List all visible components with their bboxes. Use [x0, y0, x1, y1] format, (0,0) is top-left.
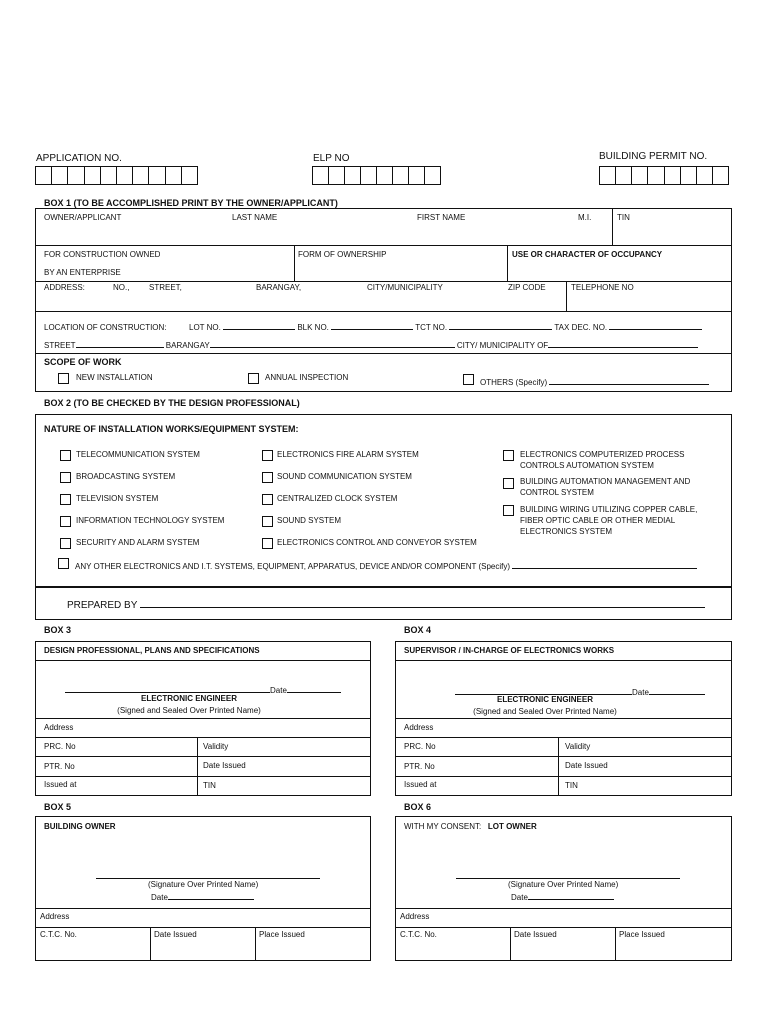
box5-label: BOX 5 — [44, 802, 72, 812]
telecommunication-label: TELECOMMUNICATION SYSTEM — [76, 450, 200, 459]
box5-date: Date — [151, 890, 254, 902]
control-conveyor-label: ELECTRONICS CONTROL AND CONVEYOR SYSTEM — [277, 538, 477, 547]
centralized-clock-label: CENTRALIZED CLOCK SYSTEM — [277, 494, 398, 503]
broadcasting-label: BROADCASTING SYSTEM — [76, 472, 176, 481]
box6-signature: (Signature Over Printed Name) — [508, 880, 619, 889]
box1-title: BOX 1 (TO BE ACCOMPLISHED PRINT BY THE OWNER/APPLICANT) — [44, 198, 338, 208]
elp-no-label: ELP NO — [313, 153, 350, 164]
annual-inspection-label: ANNUAL INSPECTION — [265, 373, 349, 382]
owner-applicant-label: OWNER/APPLICANT — [44, 213, 122, 222]
box3-tin: TIN — [203, 781, 216, 790]
scope-of-work-label: SCOPE OF WORK — [44, 357, 122, 367]
box4-validity: Validity — [565, 742, 591, 751]
use-or-character-label: USE OR CHARACTER OF OCCUPANCY — [512, 250, 663, 259]
box4-signed: (Signed and Sealed Over Printed Name) — [473, 707, 617, 716]
elp-no-field[interactable] — [312, 166, 441, 185]
box5-signature: (Signature Over Printed Name) — [148, 880, 259, 889]
sound-communication-checkbox[interactable] — [262, 472, 273, 483]
box3-address: Address — [44, 723, 74, 732]
fire-alarm-label: ELECTRONICS FIRE ALARM SYSTEM — [277, 450, 419, 459]
box4-title: SUPERVISOR / IN-CHARGE OF ELECTRONICS WORKS — [404, 646, 615, 655]
location-row: LOCATION OF CONSTRUCTION: LOT NO. BLK NO. TCT NO. TAX DEC. NO. — [44, 320, 702, 332]
first-name-label: FIRST NAME — [417, 213, 466, 222]
broadcasting-checkbox[interactable] — [60, 472, 71, 483]
building-wiring-checkbox[interactable] — [503, 505, 514, 516]
box5-place-issued: Place Issued — [259, 930, 305, 939]
box4-issued-at: Issued at — [404, 780, 437, 789]
application-no-field[interactable] — [35, 166, 198, 185]
box5-address: Address — [40, 912, 70, 921]
box3-issued-at: Issued at — [44, 780, 77, 789]
application-no-label: APPLICATION NO. — [36, 153, 122, 164]
computerized-process-checkbox[interactable] — [503, 450, 514, 461]
box4-tin: TIN — [565, 781, 578, 790]
box5-title: BUILDING OWNER — [44, 822, 116, 831]
by-an-enterprise-label: BY AN ENTERPRISE — [44, 268, 121, 277]
box3-validity: Validity — [203, 742, 229, 751]
computerized-process-label: ELECTRONICS COMPUTERIZED PROCESS CONTROLS AUTOMATION SYSTEM — [520, 450, 685, 470]
street-label: STREET, — [149, 283, 182, 292]
box4-engineer: ELECTRONIC ENGINEER — [496, 695, 593, 704]
tin-label: TIN — [617, 213, 630, 222]
security-alarm-label: SECURITY AND ALARM SYSTEM — [76, 538, 200, 547]
box3-signature-line: Date — [65, 683, 341, 695]
box1 — [35, 208, 732, 392]
box4-prc: PRC. No — [404, 742, 436, 751]
telecommunication-checkbox[interactable] — [60, 450, 71, 461]
fire-alarm-checkbox[interactable] — [262, 450, 273, 461]
information-technology-checkbox[interactable] — [60, 516, 71, 527]
others-checkbox[interactable] — [463, 374, 474, 385]
box4-ptr: PTR. No — [404, 762, 435, 771]
box3-signed: (Signed and Sealed Over Printed Name) — [117, 706, 261, 715]
street-row: STREET BARANGAY CITY/ MUNICIPALITY OF — [44, 338, 698, 350]
box3-ptr: PTR. No — [44, 762, 75, 771]
television-checkbox[interactable] — [60, 494, 71, 505]
box6-title-row: WITH MY CONSENT: LOT OWNER — [404, 822, 537, 831]
building-wiring-label: BUILDING WIRING UTILIZING COPPER CABLE, FIBER OPTIC CABLE OR OTHER MEDIAL ELECTRONICS SYSTEM — [520, 505, 698, 536]
box3-date-issued: Date Issued — [203, 761, 246, 770]
building-automation-label: BUILDING AUTOMATION MANAGEMENT AND CONTROL SYSTEM — [520, 477, 691, 497]
box6-date: Date — [511, 890, 614, 902]
no-label: NO., — [113, 283, 130, 292]
box4-signature-line: Date — [455, 685, 705, 697]
information-technology-label: INFORMATION TECHNOLOGY SYSTEM — [76, 516, 225, 525]
building-permit-no-field[interactable] — [599, 166, 729, 185]
zip-code-label: ZIP CODE — [508, 283, 546, 292]
box6-place-issued: Place Issued — [619, 930, 665, 939]
for-construction-owned-label: FOR CONSTRUCTION OWNED — [44, 250, 161, 259]
last-name-label: LAST NAME — [232, 213, 278, 222]
box4-date-issued: Date Issued — [565, 761, 608, 770]
box3-label: BOX 3 — [44, 625, 72, 635]
centralized-clock-checkbox[interactable] — [262, 494, 273, 505]
box6-label: BOX 6 — [404, 802, 432, 812]
barangay-label: BARANGAY, — [256, 283, 302, 292]
others-label: OTHERS (Specify) — [480, 375, 709, 387]
building-permit-no-label: BUILDING PERMIT NO. — [599, 151, 708, 162]
box5-ctc: C.T.C. No. — [40, 930, 77, 939]
box6-address: Address — [400, 912, 430, 921]
sound-communication-label: SOUND COMMUNICATION SYSTEM — [277, 472, 412, 481]
any-other-label: ANY OTHER ELECTRONICS AND I.T. SYSTEMS, EQUIPMENT, APPARATUS, DEVICE AND/OR COMPONENT (Specify) — [75, 559, 697, 571]
television-label: TELEVISION SYSTEM — [76, 494, 159, 503]
new-installation-checkbox[interactable] — [58, 373, 69, 384]
mi-label: M.I. — [578, 213, 592, 222]
box6-ctc: C.T.C. No. — [400, 930, 437, 939]
security-alarm-checkbox[interactable] — [60, 538, 71, 549]
building-automation-checkbox[interactable] — [503, 478, 514, 489]
box3-title: DESIGN PROFESSIONAL, PLANS AND SPECIFICATIONS — [44, 646, 260, 655]
box6-date-issued: Date Issued — [514, 930, 557, 939]
sound-system-label: SOUND SYSTEM — [277, 516, 342, 525]
control-conveyor-checkbox[interactable] — [262, 538, 273, 549]
prepared-by-label: PREPARED BY — [67, 598, 705, 611]
address-label: ADDRESS: — [44, 283, 85, 292]
box2-title: BOX 2 (TO BE CHECKED BY THE DESIGN PROFESSIONAL) — [44, 398, 300, 408]
box3-engineer: ELECTRONIC ENGINEER — [140, 694, 237, 703]
new-installation-label: NEW INSTALLATION — [76, 373, 153, 382]
nature-label: NATURE OF INSTALLATION WORKS/EQUIPMENT SYSTEM: — [44, 424, 299, 434]
form-of-ownership-label: FORM OF OWNERSHIP — [298, 250, 387, 259]
any-other-checkbox[interactable] — [58, 558, 69, 569]
telephone-label: TELEPHONE NO — [571, 283, 634, 292]
sound-system-checkbox[interactable] — [262, 516, 273, 527]
city-label: CITY/MUNICIPALITY — [367, 283, 443, 292]
box5-date-issued: Date Issued — [154, 930, 197, 939]
box3-prc: PRC. No — [44, 742, 76, 751]
box4-label: BOX 4 — [404, 625, 432, 635]
box4-address: Address — [404, 723, 434, 732]
annual-inspection-checkbox[interactable] — [248, 373, 259, 384]
